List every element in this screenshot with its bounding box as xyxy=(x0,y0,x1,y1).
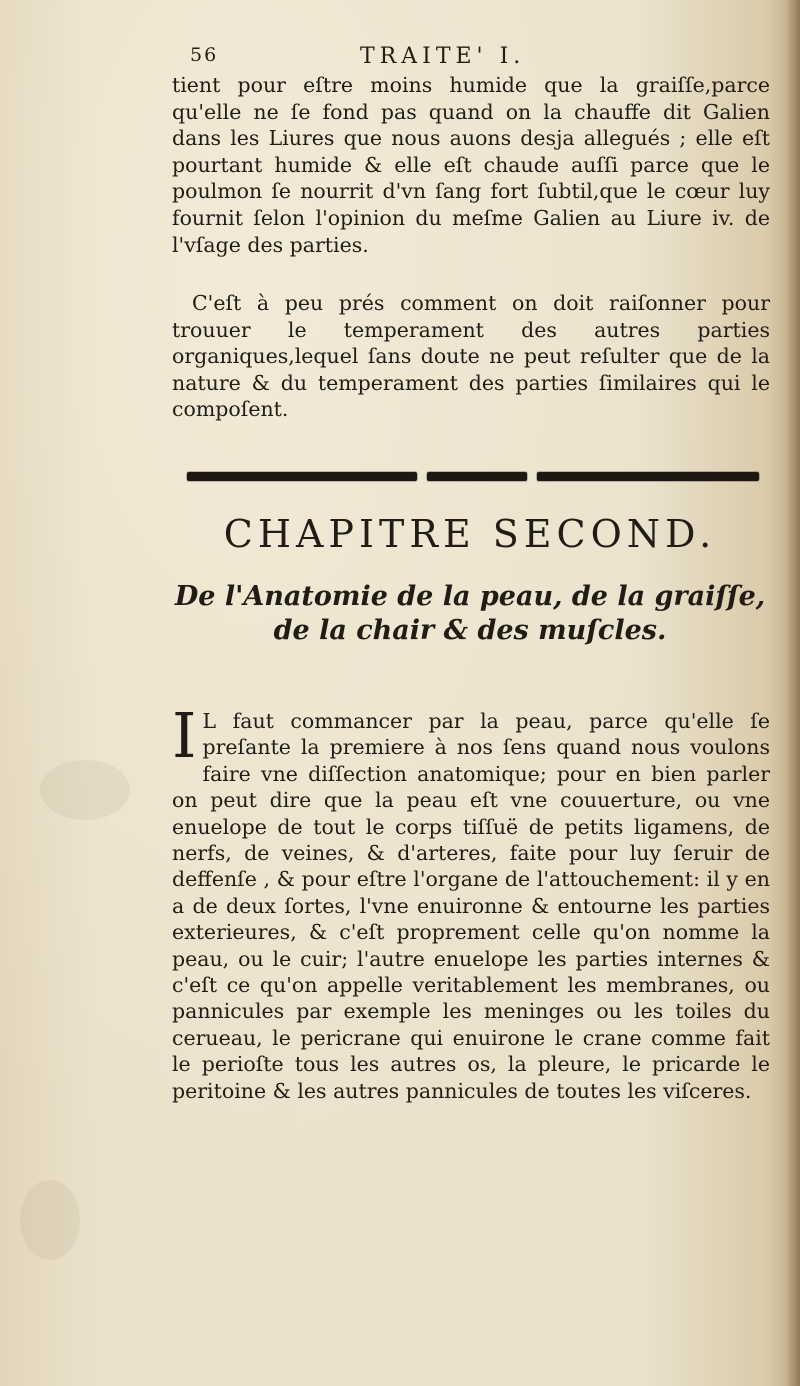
rule-segment xyxy=(427,472,527,481)
paper-stain xyxy=(40,760,130,820)
chapter-heading: CHAPITRE SECOND. xyxy=(223,512,717,556)
paragraph-temperament: C'eſt à peu prés comment on doit raiſonner pour trouuer le temperament des autres parties organiques,lequel ſans doute ne peut reſulter que de la nature & du temperament des parties ſimilaires qui le compoſent. xyxy=(172,291,770,422)
drop-cap: I xyxy=(172,699,197,772)
subtitle-line: De l'Anatomie de la peau, de la graiſſe, xyxy=(174,581,766,612)
page-number: 56 xyxy=(190,44,219,66)
paragraph-skin xyxy=(172,699,770,1104)
paper-stain xyxy=(20,1180,80,1260)
rule-segment xyxy=(537,472,759,481)
paragraph-skin-text: L faut commancer par la peau, parce qu'elle ſe preſante la premiere à nos ſens quand nous voulons faire vne diſſection anatomique; pour en bien parler on peut dire que la peau eſt vne couuerture, ou vne enuelope de tout le corps tiſſuë de petits ligamens, de nerfs, de veines, & d'arteres, faite pour luy ſeruir de deffenſe , & pour eſtre l'organe de l'attouchement: il y en a de deux ſortes, l'vne enuironne & entourne les parties exterieures, & c'eſt proprement celle qu'on nomme la peau, ou le cuir; l'autre enuelope les parties internes & c'eſt ce qu'on appelle veritablement les membranes, ou pannicules par exemple les meninges ou les toiles du cerueau, le pericrane qui enuirone le crane comme fait le perioſte tous les autres os, la pleure, le pricarde le peritoine & les autres pannicules de toutes les viſceres. xyxy=(172,709,770,1103)
page-edge-shadow xyxy=(786,0,800,1386)
subtitle-line: de la chair & des muſcles. xyxy=(273,615,667,646)
paragraph-continuation: tient pour eſtre moins humide que la graiſſe,parce qu'elle ne ſe fond pas quand on la chauffe dit Galien dans les Liures que nous auons desja allegués ; elle eſt pourtant humide & elle eſt chaude auſſi parce que le poulmon ſe nourrit d'vn ſang fort ſubtil,que le cœur luy fournit ſelon l'opinion du meſme Galien au Liure iv. de l'vſage des parties. xyxy=(172,73,770,257)
chapter-subtitle xyxy=(170,580,770,648)
ornamental-rule xyxy=(187,469,759,483)
rule-segment xyxy=(187,472,417,481)
running-title: TRAITE' I. xyxy=(360,44,526,69)
page-header xyxy=(190,44,750,72)
